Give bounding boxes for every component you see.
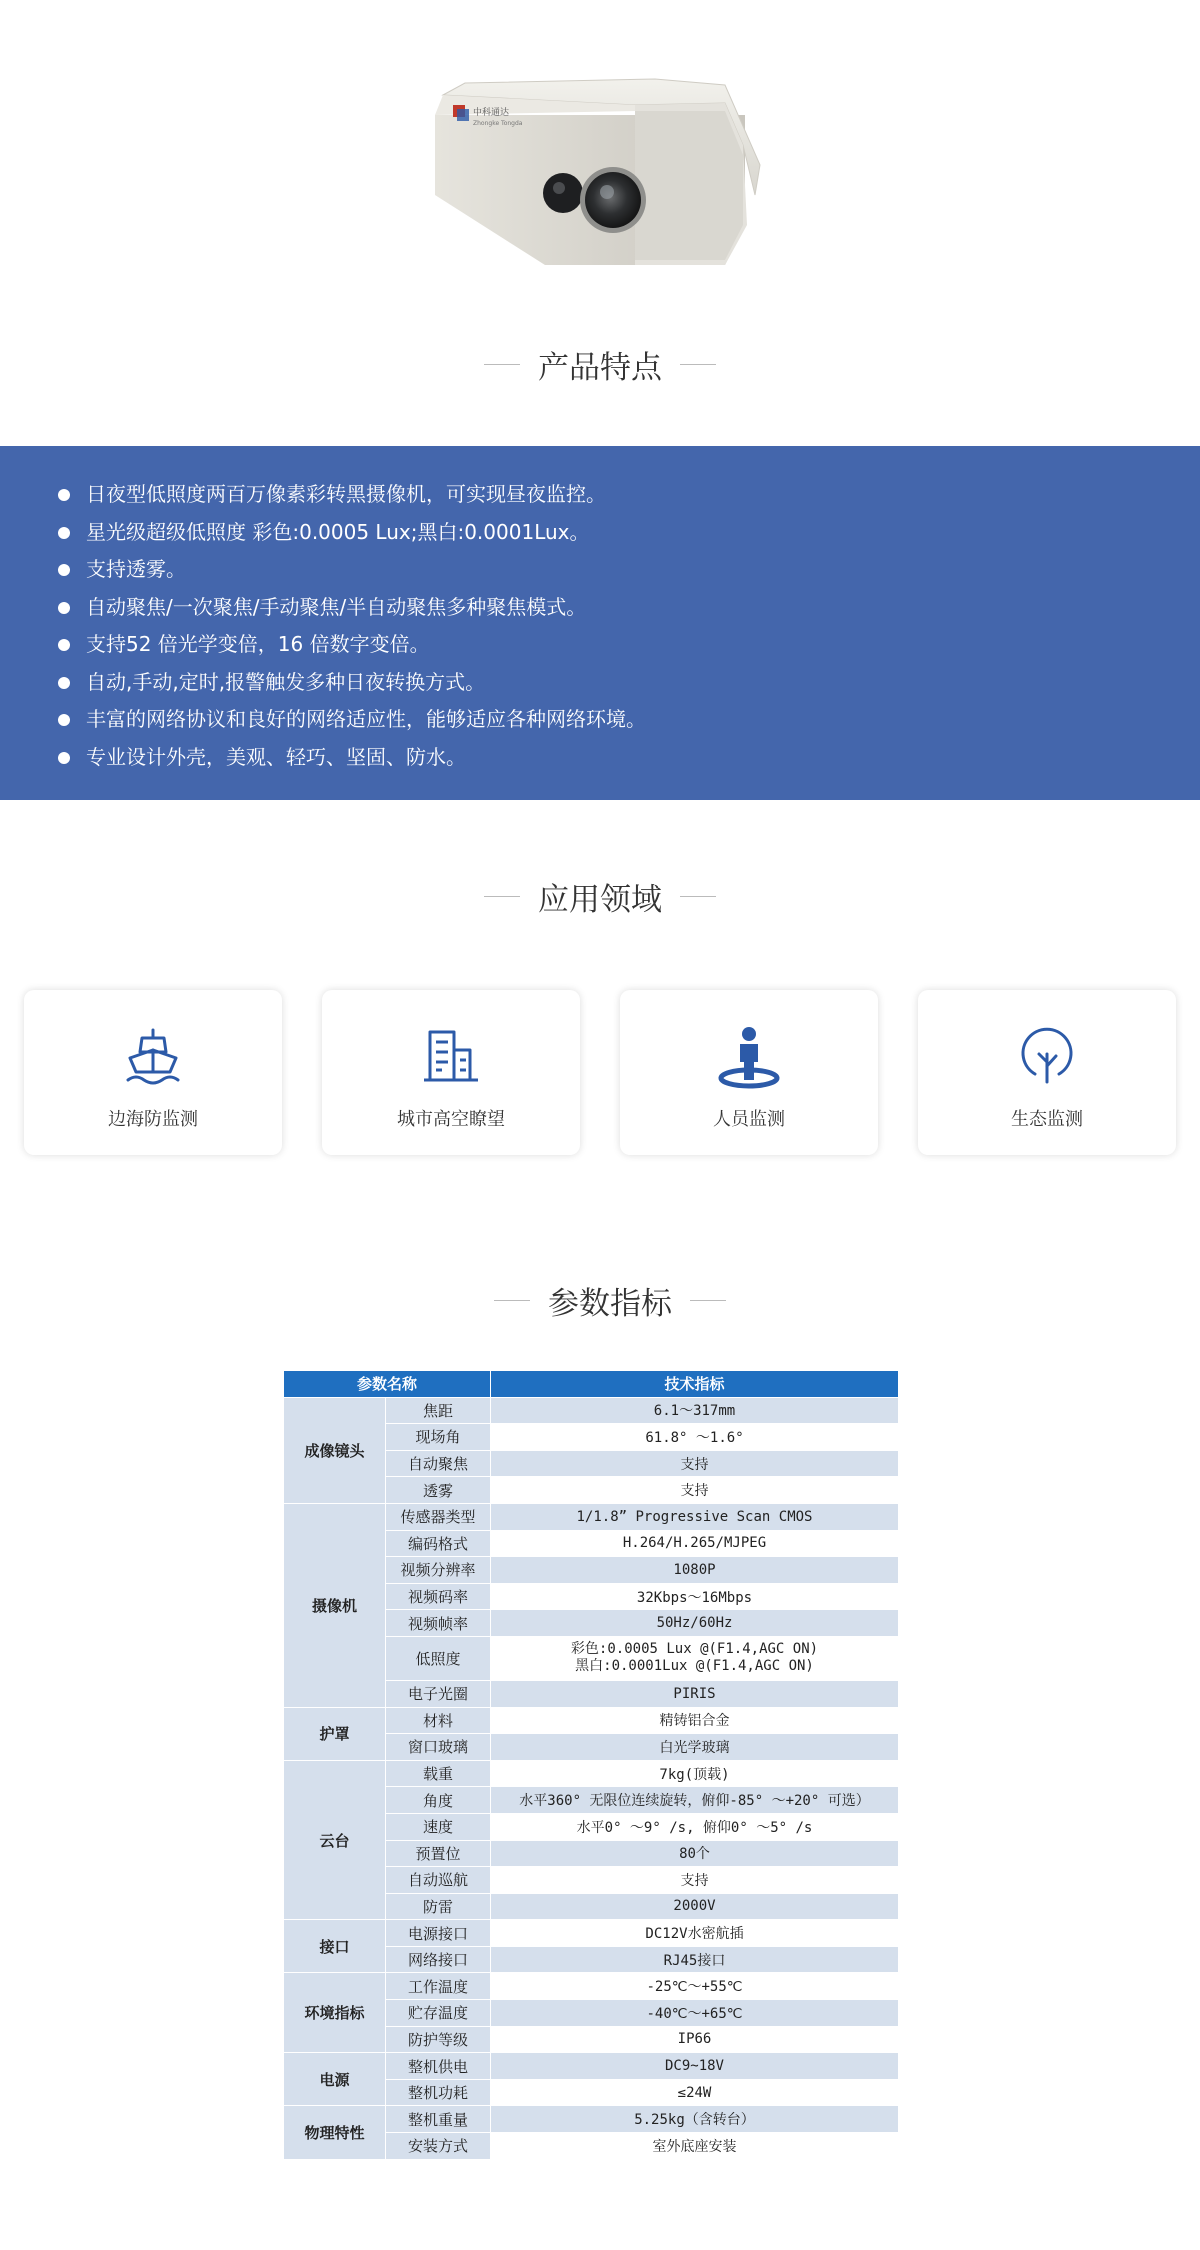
application-card-border[interactable] bbox=[24, 990, 282, 1155]
feature-text: 支持透雾。 bbox=[86, 557, 186, 581]
feature-item bbox=[58, 739, 646, 777]
spec-param-name: 传感器类型 bbox=[386, 1503, 491, 1530]
features-title-text: 产品特点 bbox=[538, 350, 662, 386]
features-list bbox=[58, 476, 646, 776]
spec-param-name: 整机供电 bbox=[386, 2053, 491, 2080]
application-label: 生态监测 bbox=[1011, 1109, 1083, 1130]
spec-param-value: 精铸铝合金 bbox=[491, 1707, 899, 1734]
features-section-title bbox=[0, 342, 1200, 387]
spec-row bbox=[284, 2106, 899, 2133]
spec-param-name: 编码格式 bbox=[386, 1530, 491, 1557]
title-divider-left bbox=[484, 364, 520, 365]
application-label: 城市高空瞭望 bbox=[397, 1109, 505, 1130]
building-icon bbox=[418, 1024, 484, 1090]
spec-header-name: 参数名称 bbox=[284, 1371, 491, 1398]
bullet-icon bbox=[58, 489, 70, 501]
application-card-eco[interactable] bbox=[918, 990, 1176, 1155]
applications-title-text: 应用领域 bbox=[538, 882, 662, 918]
bullet-icon bbox=[58, 639, 70, 651]
spec-param-name: 视频分辨率 bbox=[386, 1557, 491, 1584]
spec-param-name: 电子光圈 bbox=[386, 1680, 491, 1707]
title-divider-right bbox=[680, 896, 716, 897]
spec-group-name: 成像镜头 bbox=[284, 1397, 386, 1503]
spec-param-value: 6.1～317mm bbox=[491, 1397, 899, 1424]
feature-item bbox=[58, 476, 646, 514]
spec-param-value: 支持 bbox=[491, 1867, 899, 1894]
feature-text: 自动,手动,定时,报警触发多种日夜转换方式。 bbox=[86, 669, 486, 694]
application-card-city[interactable] bbox=[322, 990, 580, 1155]
bullet-icon bbox=[58, 714, 70, 726]
spec-param-name: 自动聚焦 bbox=[386, 1450, 491, 1477]
spec-param-name: 安装方式 bbox=[386, 2133, 491, 2160]
specs-section-title bbox=[10, 1278, 1200, 1323]
specs-title-text: 参数指标 bbox=[548, 1286, 672, 1322]
spec-param-value: 彩色:0.0005 Lux @(F1.4,AGC ON) 黑白:0.0001Lux @(F1.4,AGC ON) bbox=[491, 1636, 899, 1680]
spec-row bbox=[284, 1397, 899, 1424]
application-card-person[interactable] bbox=[620, 990, 878, 1155]
ship-icon bbox=[120, 1024, 186, 1090]
spec-param-value: 32Kbps～16Mbps bbox=[491, 1583, 899, 1610]
camera-product-image bbox=[425, 75, 765, 270]
person-icon bbox=[716, 1024, 782, 1090]
spec-param-name: 载重 bbox=[386, 1760, 491, 1787]
title-divider-right bbox=[690, 1300, 726, 1301]
feature-text: 日夜型低照度两百万像素彩转黑摄像机，可实现昼夜监控。 bbox=[86, 482, 606, 506]
spec-param-name: 视频帧率 bbox=[386, 1610, 491, 1637]
title-divider-right bbox=[680, 364, 716, 365]
bullet-icon bbox=[58, 677, 70, 689]
spec-row bbox=[284, 1503, 899, 1530]
spec-group-name: 摄像机 bbox=[284, 1503, 386, 1707]
spec-param-value: 5.25kg（含转台） bbox=[491, 2106, 899, 2133]
spec-group-name: 云台 bbox=[284, 1760, 386, 1920]
spec-param-name: 网络接口 bbox=[386, 1946, 491, 1973]
hero-section bbox=[0, 0, 1200, 300]
spec-param-name: 视频码率 bbox=[386, 1583, 491, 1610]
feature-item bbox=[58, 626, 646, 664]
spec-param-value: 水平0° ～9° /s, 俯仰0° ～5° /s bbox=[491, 1813, 899, 1840]
spec-param-value: RJ45接口 bbox=[491, 1946, 899, 1973]
spec-param-name: 自动巡航 bbox=[386, 1867, 491, 1894]
spec-param-name: 焦距 bbox=[386, 1397, 491, 1424]
features-band bbox=[0, 446, 1200, 800]
spec-param-value: 1080P bbox=[491, 1557, 899, 1584]
spec-param-name: 预置位 bbox=[386, 1840, 491, 1867]
feature-text: 专业设计外壳，美观、轻巧、坚固、防水。 bbox=[86, 744, 466, 769]
spec-param-value: DC12V水密航插 bbox=[491, 1920, 899, 1947]
feature-item bbox=[58, 589, 646, 627]
spec-param-name: 透雾 bbox=[386, 1477, 491, 1504]
feature-item bbox=[58, 701, 646, 739]
spec-param-name: 工作温度 bbox=[386, 1973, 491, 2000]
spec-param-name: 低照度 bbox=[386, 1636, 491, 1680]
spec-param-value: 61.8° ～1.6° bbox=[491, 1424, 899, 1451]
feature-item bbox=[58, 514, 646, 552]
spec-param-value: 7kg(顶载) bbox=[491, 1760, 899, 1787]
spec-param-name: 电源接口 bbox=[386, 1920, 491, 1947]
applications-cards bbox=[24, 990, 1179, 1158]
spec-param-value: ≤24W bbox=[491, 2079, 899, 2106]
spec-row bbox=[284, 1920, 899, 1947]
spec-param-name: 速度 bbox=[386, 1813, 491, 1840]
svg-text:Zhongke Tongda: Zhongke Tongda bbox=[473, 120, 523, 127]
spec-row bbox=[284, 1760, 899, 1787]
feature-item bbox=[58, 551, 646, 589]
spec-param-value: DC9~18V bbox=[491, 2053, 899, 2080]
spec-group-name: 电源 bbox=[284, 2053, 386, 2106]
spec-param-value: 50Hz/60Hz bbox=[491, 1610, 899, 1637]
title-divider-left bbox=[484, 896, 520, 897]
spec-group-name: 物理特性 bbox=[284, 2106, 386, 2159]
spec-param-value: 支持 bbox=[491, 1450, 899, 1477]
spec-param-name: 窗口玻璃 bbox=[386, 1734, 491, 1761]
spec-param-name: 贮存温度 bbox=[386, 2000, 491, 2027]
application-label: 人员监测 bbox=[713, 1109, 785, 1130]
bullet-icon bbox=[58, 752, 70, 764]
bullet-icon bbox=[58, 527, 70, 539]
feature-text: 支持52 倍光学变倍，16 倍数字变倍。 bbox=[86, 632, 430, 656]
applications-section-title bbox=[0, 874, 1200, 919]
spec-param-value: 白光学玻璃 bbox=[491, 1734, 899, 1761]
spec-param-name: 防雷 bbox=[386, 1893, 491, 1920]
tree-icon bbox=[1014, 1024, 1080, 1090]
spec-param-value: 支持 bbox=[491, 1477, 899, 1504]
spec-param-value: -25℃～+55℃ bbox=[491, 1973, 899, 2000]
spec-param-value: -40℃～+65℃ bbox=[491, 2000, 899, 2027]
bullet-icon bbox=[58, 602, 70, 614]
spec-param-value: 1/1.8” Progressive Scan CMOS bbox=[491, 1503, 899, 1530]
spec-table bbox=[283, 1370, 899, 2160]
application-label: 边海防监测 bbox=[108, 1109, 198, 1130]
spec-param-value: PIRIS bbox=[491, 1680, 899, 1707]
feature-text: 丰富的网络协议和良好的网络适应性，能够适应各种网络环境。 bbox=[86, 707, 646, 731]
spec-param-name: 现场角 bbox=[386, 1424, 491, 1451]
spec-param-value: H.264/H.265/MJPEG bbox=[491, 1530, 899, 1557]
spec-param-name: 角度 bbox=[386, 1787, 491, 1814]
feature-text: 星光级超级低照度 彩色:0.0005 Lux;黑白:0.0001Lux。 bbox=[86, 519, 590, 544]
spec-row bbox=[284, 1973, 899, 2000]
spec-group-name: 接口 bbox=[284, 1920, 386, 1973]
spec-param-value: 80个 bbox=[491, 1840, 899, 1867]
title-divider-left bbox=[494, 1300, 530, 1301]
svg-text:中科通达: 中科通达 bbox=[473, 108, 510, 118]
spec-param-name: 防护等级 bbox=[386, 2026, 491, 2053]
spec-group-name: 护罩 bbox=[284, 1707, 386, 1760]
spec-param-name: 材料 bbox=[386, 1707, 491, 1734]
spec-param-name: 整机功耗 bbox=[386, 2079, 491, 2106]
spec-header-value: 技术指标 bbox=[491, 1371, 899, 1398]
feature-item bbox=[58, 664, 646, 702]
spec-param-value: IP66 bbox=[491, 2026, 899, 2053]
spec-row bbox=[284, 2053, 899, 2080]
spec-param-name: 整机重量 bbox=[386, 2106, 491, 2133]
feature-text: 自动聚焦/一次聚焦/手动聚焦/半自动聚焦多种聚焦模式。 bbox=[86, 594, 587, 619]
spec-row bbox=[284, 1707, 899, 1734]
spec-param-value: 室外底座安装 bbox=[491, 2133, 899, 2160]
bullet-icon bbox=[58, 564, 70, 576]
spec-param-value: 水平360° 无限位连续旋转，俯仰-85° ～+20° 可选） bbox=[491, 1787, 899, 1814]
spec-param-value: 2000V bbox=[491, 1893, 899, 1920]
spec-group-name: 环境指标 bbox=[284, 1973, 386, 2053]
